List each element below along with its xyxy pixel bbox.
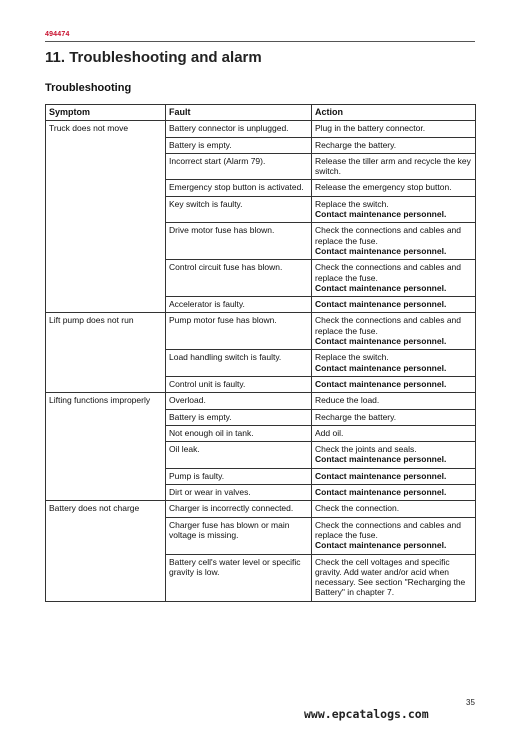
symptom-cell bbox=[46, 409, 166, 425]
action-contact-note: Contact maintenance personnel. bbox=[315, 245, 447, 256]
fault-cell: Battery is empty. bbox=[166, 137, 312, 153]
table-row bbox=[46, 554, 476, 601]
action-contact-note: Contact maintenance personnel. bbox=[315, 336, 447, 347]
table-row bbox=[46, 501, 476, 517]
header-symptom: Symptom bbox=[46, 105, 166, 121]
fault-cell: Drive motor fuse has blown. bbox=[166, 223, 312, 260]
action-cell bbox=[312, 313, 476, 350]
action-text: Check the connections and cables and replace the fuse. bbox=[315, 262, 462, 283]
action-cell bbox=[312, 223, 476, 260]
action-contact-note: Contact maintenance personnel. bbox=[315, 299, 447, 310]
table-row bbox=[46, 468, 476, 484]
fault-cell: Control unit is faulty. bbox=[166, 376, 312, 392]
fault-cell: Charger is incorrectly connected. bbox=[166, 501, 312, 517]
symptom-cell bbox=[46, 180, 166, 196]
action-contact-note: Contact maintenance personnel. bbox=[315, 470, 447, 481]
table-row bbox=[46, 442, 476, 469]
table-body bbox=[46, 121, 476, 601]
table-row bbox=[46, 313, 476, 350]
action-cell bbox=[312, 485, 476, 501]
action-text: Replace the switch. bbox=[315, 198, 389, 209]
fault-cell: Key switch is faulty. bbox=[166, 196, 312, 223]
header-action: Action bbox=[312, 105, 476, 121]
symptom-cell: Lift pump does not run bbox=[46, 313, 166, 350]
symptom-cell bbox=[46, 260, 166, 297]
action-cell bbox=[312, 137, 476, 153]
symptom-cell bbox=[46, 376, 166, 392]
table-row bbox=[46, 409, 476, 425]
action-text: Reduce the load. bbox=[315, 395, 380, 406]
table-row bbox=[46, 517, 476, 554]
action-cell bbox=[312, 196, 476, 223]
symptom-cell bbox=[46, 196, 166, 223]
table-row bbox=[46, 297, 476, 313]
action-text: Check the connection. bbox=[315, 503, 400, 514]
action-cell bbox=[312, 554, 476, 601]
action-cell bbox=[312, 180, 476, 196]
table-row bbox=[46, 260, 476, 297]
section-title: Troubleshooting bbox=[45, 82, 132, 94]
action-text: Release the tiller arm and recycle the key switch. bbox=[315, 155, 471, 177]
action-cell bbox=[312, 409, 476, 425]
fault-cell: Charger fuse has blown or main voltage is missing. bbox=[166, 517, 312, 554]
symptom-cell bbox=[46, 223, 166, 260]
action-text: Check the connections and cables and replace the fuse. bbox=[315, 519, 462, 540]
fault-cell: Overload. bbox=[166, 393, 312, 409]
fault-cell: Dirt or wear in valves. bbox=[166, 485, 312, 501]
fault-cell: Control circuit fuse has blown. bbox=[166, 260, 312, 297]
action-contact-note: Contact maintenance personnel. bbox=[315, 378, 447, 389]
document-id: 494474 bbox=[45, 31, 70, 38]
symptom-cell bbox=[46, 468, 166, 484]
fault-cell: Accelerator is faulty. bbox=[166, 297, 312, 313]
fault-cell: Battery is empty. bbox=[166, 409, 312, 425]
action-cell bbox=[312, 501, 476, 517]
action-cell bbox=[312, 121, 476, 137]
action-text: Check the connections and cables and replace the fuse. bbox=[315, 225, 462, 246]
symptom-cell bbox=[46, 153, 166, 180]
action-cell bbox=[312, 153, 476, 180]
symptom-cell bbox=[46, 554, 166, 601]
symptom-cell bbox=[46, 425, 166, 441]
fault-cell: Load handling switch is faulty. bbox=[166, 350, 312, 377]
symptom-cell bbox=[46, 485, 166, 501]
action-cell bbox=[312, 297, 476, 313]
table-row bbox=[46, 376, 476, 392]
action-cell bbox=[312, 393, 476, 409]
table-row bbox=[46, 137, 476, 153]
symptom-cell bbox=[46, 442, 166, 469]
action-cell bbox=[312, 425, 476, 441]
action-cell bbox=[312, 517, 476, 554]
symptom-cell bbox=[46, 137, 166, 153]
symptom-cell: Battery does not charge bbox=[46, 501, 166, 517]
header-rule bbox=[45, 41, 475, 42]
fault-cell: Incorrect start (Alarm 79). bbox=[166, 153, 312, 180]
action-contact-note: Contact maintenance personnel. bbox=[315, 209, 447, 220]
action-text: Recharge the battery. bbox=[315, 139, 397, 150]
table-row bbox=[46, 153, 476, 180]
action-cell bbox=[312, 376, 476, 392]
action-text: Plug in the battery connector. bbox=[315, 123, 426, 134]
page-number: 35 bbox=[466, 698, 475, 707]
action-text: Check the connections and cables and replace the fuse. bbox=[315, 315, 462, 336]
troubleshooting-table bbox=[45, 104, 476, 602]
symptom-cell bbox=[46, 517, 166, 554]
action-cell bbox=[312, 350, 476, 377]
symptom-cell: Lifting functions improperly bbox=[46, 393, 166, 409]
fault-cell: Not enough oil in tank. bbox=[166, 425, 312, 441]
action-cell bbox=[312, 260, 476, 297]
action-text: Check the joints and seals. bbox=[315, 444, 417, 455]
action-contact-note: Contact maintenance personnel. bbox=[315, 362, 447, 373]
fault-cell: Battery cell's water level or specific gravity is low. bbox=[166, 554, 312, 601]
table-row bbox=[46, 425, 476, 441]
action-contact-note: Contact maintenance personnel. bbox=[315, 540, 447, 551]
table-row bbox=[46, 121, 476, 137]
table-row bbox=[46, 350, 476, 377]
table-row bbox=[46, 180, 476, 196]
action-text: Add oil. bbox=[315, 427, 344, 438]
fault-cell: Emergency stop button is activated. bbox=[166, 180, 312, 196]
action-text: Release the emergency stop button. bbox=[315, 182, 452, 193]
header-fault: Fault bbox=[166, 105, 312, 121]
action-contact-note: Contact maintenance personnel. bbox=[315, 487, 447, 498]
symptom-cell bbox=[46, 297, 166, 313]
action-text: Recharge the battery. bbox=[315, 411, 397, 422]
watermark: www.epcatalogs.com bbox=[304, 707, 429, 721]
fault-cell: Pump motor fuse has blown. bbox=[166, 313, 312, 350]
table-row bbox=[46, 223, 476, 260]
fault-cell: Oil leak. bbox=[166, 442, 312, 469]
table-row bbox=[46, 196, 476, 223]
action-cell bbox=[312, 442, 476, 469]
action-text: Check the cell voltages and specific gravity. Add water and/or acid when necessary. See section "Recharging the Battery" in chapter 7. bbox=[315, 556, 466, 598]
action-cell bbox=[312, 468, 476, 484]
chapter-title: 11. Troubleshooting and alarm bbox=[45, 49, 262, 66]
table-header-row bbox=[46, 105, 476, 121]
fault-cell: Pump is faulty. bbox=[166, 468, 312, 484]
action-contact-note: Contact maintenance personnel. bbox=[315, 282, 447, 293]
symptom-cell: Truck does not move bbox=[46, 121, 166, 137]
action-contact-note: Contact maintenance personnel. bbox=[315, 454, 447, 465]
symptom-cell bbox=[46, 350, 166, 377]
table-row bbox=[46, 393, 476, 409]
fault-cell: Battery connector is unplugged. bbox=[166, 121, 312, 137]
table-row bbox=[46, 485, 476, 501]
action-text: Replace the switch. bbox=[315, 352, 389, 363]
